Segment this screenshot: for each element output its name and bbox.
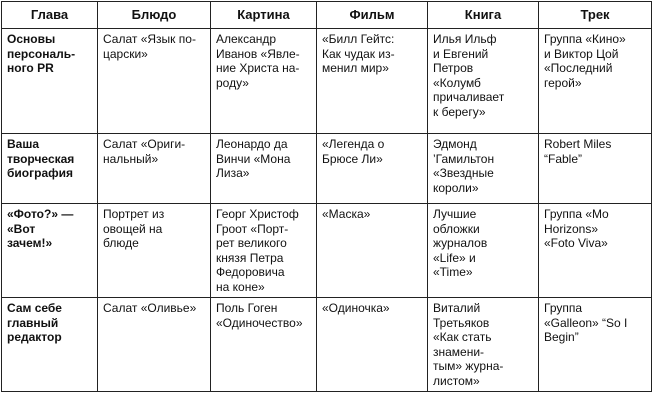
film-text: «Маска» bbox=[322, 207, 371, 221]
painting-text: Леонардо да Винчи «Мона Лиза» bbox=[216, 137, 291, 180]
film-cell bbox=[317, 134, 428, 204]
chapter-cell bbox=[2, 204, 98, 298]
film-text: «Билл Гейтс: Как чудак из- менил мир» bbox=[322, 32, 395, 75]
dish-cell bbox=[98, 298, 211, 392]
book-text: Илья Ильф и Евгений Петров «Колумб причаливает к берегу» bbox=[433, 32, 505, 119]
table-row bbox=[2, 29, 652, 134]
dish-cell bbox=[98, 29, 211, 134]
painting-cell bbox=[211, 134, 317, 204]
chapter-text: Основы персональ- ного PR bbox=[7, 32, 76, 75]
painting-text: Александр Иванов «Явле- ние Христа на- роду» bbox=[216, 32, 300, 90]
book-text: Лучшие обложки журналов «Life» и «Time» bbox=[433, 207, 488, 279]
film-text: «Легенда о Брюсе Ли» bbox=[322, 137, 385, 166]
film-cell bbox=[317, 204, 428, 298]
painting-cell bbox=[211, 204, 317, 298]
header-chapter: Глава bbox=[2, 2, 98, 29]
track-cell bbox=[539, 298, 652, 392]
chapter-text: Ваша творческая биография bbox=[7, 137, 75, 180]
table-row bbox=[2, 134, 652, 204]
track-text: Группа «Кино» и Виктор Цой «Последний герой» bbox=[544, 32, 626, 90]
dish-text: Портрет из овощей на блюде bbox=[103, 207, 165, 250]
film-text: «Одиночка» bbox=[322, 301, 390, 315]
film-cell bbox=[317, 298, 428, 392]
header-film: Фильм bbox=[317, 2, 428, 29]
header-track: Трек bbox=[539, 2, 652, 29]
book-text: Виталий Третьяков «Как стать знамени- тым» журна- листом» bbox=[433, 301, 504, 388]
painting-text: Поль Гоген «Одиночество» bbox=[216, 301, 303, 330]
book-cell bbox=[428, 29, 539, 134]
dish-cell bbox=[98, 134, 211, 204]
track-text: Robert Miles “Fable” bbox=[544, 137, 612, 166]
table-row bbox=[2, 298, 652, 392]
chapters-table bbox=[1, 1, 652, 392]
track-cell bbox=[539, 204, 652, 298]
header-book: Книга bbox=[428, 2, 539, 29]
chapter-cell bbox=[2, 134, 98, 204]
book-cell bbox=[428, 298, 539, 392]
header-row bbox=[2, 2, 652, 29]
dish-text: Салат «Оливье» bbox=[103, 301, 197, 315]
film-cell bbox=[317, 29, 428, 134]
header-dish: Блюдо bbox=[98, 2, 211, 29]
chapter-cell bbox=[2, 298, 98, 392]
track-cell bbox=[539, 29, 652, 134]
painting-cell bbox=[211, 29, 317, 134]
painting-text: Георг Христоф Гроот «Порт- рет великого князя Петра Федоровича на коне» bbox=[216, 207, 299, 294]
dish-text: Салат «Ориги- нальный» bbox=[103, 137, 186, 166]
chapter-text: «Фото?» — «Вот зачем!» bbox=[7, 207, 74, 250]
track-text: Группа «Galleon» “So I Begin” bbox=[544, 301, 628, 344]
book-cell bbox=[428, 134, 539, 204]
chapter-text: Сам себе главный редактор bbox=[7, 301, 62, 344]
dish-text: Салат «Язык по- царски» bbox=[103, 32, 196, 61]
header-painting: Картина bbox=[211, 2, 317, 29]
table-row bbox=[2, 204, 652, 298]
book-text: Эдмонд ’Гамильтон «Звездные короли» bbox=[433, 137, 495, 195]
painting-cell bbox=[211, 298, 317, 392]
book-cell bbox=[428, 204, 539, 298]
chapter-cell bbox=[2, 29, 98, 134]
track-cell bbox=[539, 134, 652, 204]
dish-cell bbox=[98, 204, 211, 298]
track-text: Группа «Mo Horizons» «Foto Viva» bbox=[544, 207, 609, 250]
